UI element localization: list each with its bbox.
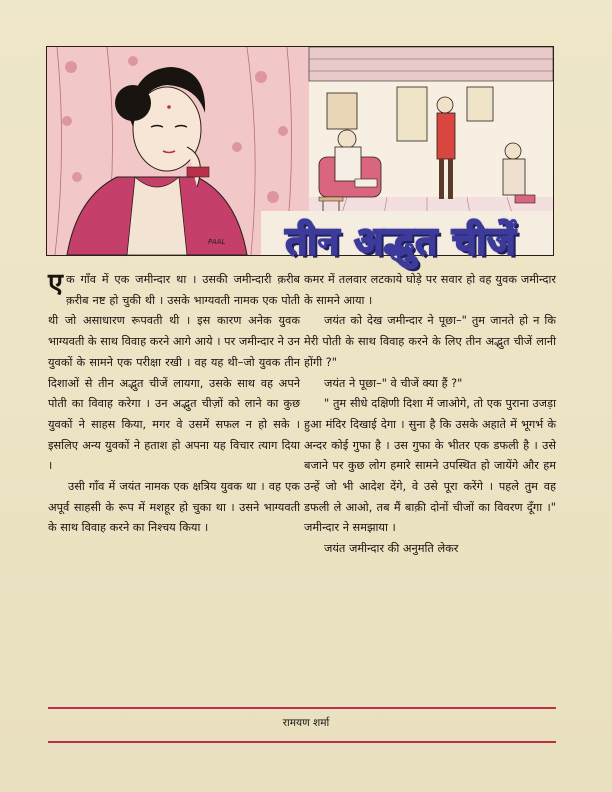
left-paragraph-2 [48,477,300,539]
footer-rule-top [48,707,556,709]
left-paragraph-1-text: क गाँव में एक जमीन्दार था । उसकी जमीन्दारी क़रीब क़रीब नष्ट हो चुकी थी । उसके भाग्यवती नामक एक पोती थी जो असाधारण रूपवती थी । इस कारण अनेक युवक भाग्यवती के साथ विवाह करने आगे आये । पर जमीन्दार ने उन युवकों के सामने एक परीक्षा रखी । वह यह थी–जो युवक तीन दिशाओं से तीन अद्भुत चीजें लायगा, उसके साथ वह अपने पोती का विवाह करेगा । उन अद्भुत चीज़ों को लाने का कुछ युवकों ने साहस किया, मगर वे उसमें सफल न हो सके । इसलिए अन्य युवकों ने हताश हो अपना यह विचार त्याग दिया । [48,273,300,473]
right-column [304,270,556,560]
right-paragraph-4 [304,394,556,539]
right-paragraph-1-text: कमर में तलवार लटकाये घोड़े पर सवार हो वह युवक जमीन्दार के सामने आया । [304,273,556,307]
left-paragraph-2-text: उसी गाँव में जयंत नामक एक क्षत्रिय युवक था । वह एक अपूर्व साहसी के रूप में मशहूर हो चुका था । उसने भाग्यवती के साथ विवाह करने का निश्चय किया । [48,480,300,535]
right-paragraph-5-text: जयंत जमीन्दार की अनुमति लेकर [324,542,459,556]
left-paragraph-1 [48,270,300,477]
right-paragraph-5 [304,539,556,560]
artist-signature: PAAL [208,238,226,246]
right-paragraph-2 [304,311,556,373]
right-paragraph-3 [304,374,556,395]
right-paragraph-3-text: जयंत ने पूछा–" वे चीजें क्या हैं ?" [324,376,463,390]
right-paragraph-1 [304,270,556,311]
author-name: रामयण शर्मा [282,717,330,729]
footer-rule-bottom [48,741,556,743]
right-paragraph-4-text: " तुम सीधे दक्षिणी दिशा में जाओगे, तो एक पुराना उजड़ा हुआ मंदिर दिखाई देगा । सुना है कि उसके अहाते में भूगर्भ के अन्दर कोई गुफा है । उस गुफा के भीतर एक डफली है । उसे बजाने पर कुछ लोग हमारे सामने उपस्थित हो जायेंगे और हम उन्हें जो भी आदेश देंगे, वे उसे पूरा करेंगे । पहले तुम वह डफली ले आओ, तब मैं बाक़ी दोनों चीजों का विवरण दूँगा ।" जमीन्दार ने समझाया । [304,397,556,535]
story-title: तीन अद्भुत चीजें [285,219,517,263]
right-paragraph-2-text: जयंत को देख जमीन्दार ने पूछा–" तुम जानते हो न कि मेरी पोती के साथ विवाह करने के लिए तीन अद्भुत चीजें लानी होंगी ?" [304,314,556,369]
left-column [48,270,300,539]
story-title-box [262,215,540,265]
dropcap-letter: ए [48,268,63,299]
